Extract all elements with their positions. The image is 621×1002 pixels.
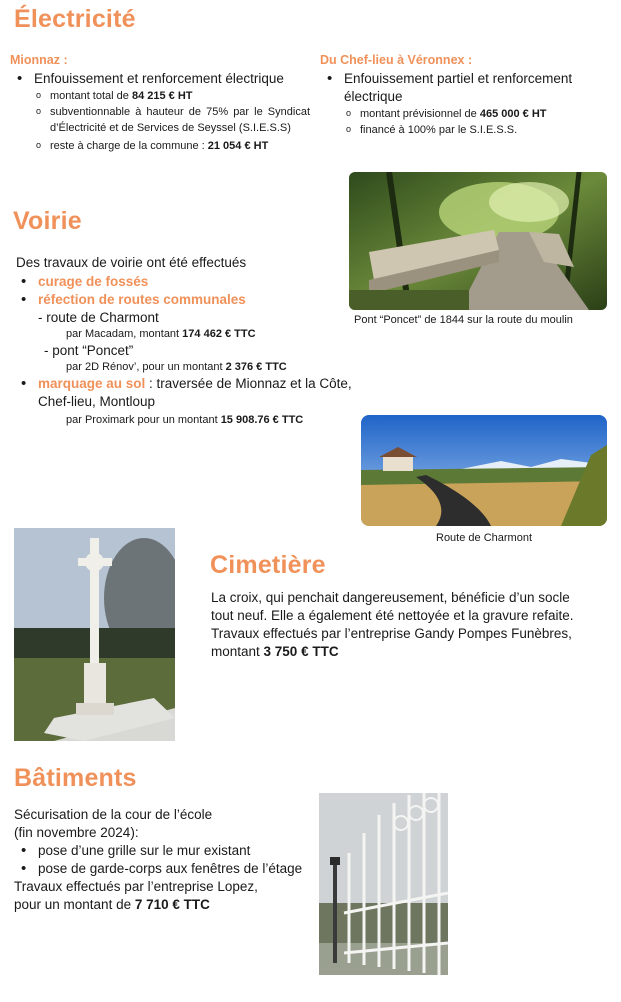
list-item: [14, 291, 374, 309]
batiments-title: Bâtiments: [14, 764, 137, 792]
mionnaz-block: [10, 53, 310, 154]
list-item: [14, 273, 374, 291]
list-item: [10, 70, 310, 88]
route1-amount: 174 462 € TTC: [182, 328, 256, 340]
batiments-text: [14, 806, 304, 914]
batiments-item2: pose de garde-corps aux fenêtres de l’étage: [38, 861, 303, 876]
list-item: [14, 860, 304, 878]
chef-lieu-list: [320, 70, 610, 106]
route2-label: - pont “Poncet”: [44, 343, 134, 358]
route-charmont-photo: [361, 415, 607, 526]
voirie-item-curage: curage de fossés: [38, 274, 149, 289]
voirie-list-block: [14, 273, 374, 428]
mionnaz-sub3-text: reste à charge de la commune :: [50, 140, 208, 152]
mionnaz-item: Enfouissement et renforcement électrique: [34, 71, 284, 86]
marquage-detail: [14, 412, 374, 428]
batiments-line4: [14, 896, 304, 914]
mionnaz-sub1-text: montant total de: [50, 90, 132, 102]
chef-lieu-sub2-text: financé à 100% par le S.I.E.S.S.: [360, 124, 518, 136]
cimetiere-title: Cimetière: [210, 551, 326, 579]
voirie-title: Voirie: [13, 207, 82, 235]
list-item: [340, 122, 610, 138]
batiments-list: [14, 842, 304, 878]
route2-amount: 2 376 € TTC: [225, 361, 287, 373]
cimetiere-p1: La croix, qui penchait dangereusement, bénéficie d’un socle tout neuf. Elle a également été nettoyée et la gravure refaite.: [211, 590, 574, 623]
pont-poncet-caption: Pont “Poncet” de 1844 sur la route du moulin: [354, 314, 573, 326]
mionnaz-list: [10, 70, 310, 88]
chef-lieu-sub1-amount: 465 000 € HT: [479, 108, 547, 120]
ecole-grille-photo: [319, 793, 448, 975]
list-item: [30, 104, 310, 136]
mionnaz-sub3-amount: 21 054 € HT: [207, 140, 269, 152]
voirie-item-marquage-text: : traversée de Mionnaz et la Côte, Chef-lieu, Montloup: [38, 376, 352, 409]
batiments-line2: (fin novembre 2024):: [14, 825, 139, 840]
cimetiere-p2-text: Travaux effectués par l’entreprise Gandy Pompes Funèbres, montant: [211, 626, 572, 659]
cimetiere-text: [211, 589, 591, 661]
voirie-intro: Des travaux de voirie ont été effectués: [16, 255, 247, 270]
list-item: [30, 88, 310, 104]
cimetiere-amount: 3 750 € TTC: [263, 644, 339, 659]
route1-detail-text: par Macadam, montant: [66, 328, 183, 340]
batiments-amount: 7 710 € TTC: [134, 897, 210, 912]
chef-lieu-sublist: [340, 106, 610, 138]
route1-label: - route de Charmont: [38, 310, 159, 325]
marquage-amount: 15 908.76 € TTC: [220, 414, 304, 426]
list-item: [14, 375, 374, 411]
route-charmont-caption: Route de Charmont: [436, 532, 532, 544]
list-item: [14, 842, 304, 860]
batiments-line4-text: pour un montant de: [14, 897, 135, 912]
marquage-detail-text: par Proximark pour un montant: [66, 414, 221, 426]
voirie-list: [14, 273, 374, 309]
cimetiere-p2: [211, 625, 591, 661]
batiments-item1: pose d’une grille sur le mur existant: [38, 843, 251, 858]
list-item: [320, 70, 610, 106]
list-item: [340, 106, 610, 122]
mionnaz-sublist: [30, 88, 310, 154]
chef-lieu-block: [320, 53, 610, 138]
route1-detail: [14, 326, 374, 342]
voirie-item-marquage: marquage au sol: [38, 376, 146, 391]
chef-lieu-sub1-text: montant prévisionnel de: [360, 108, 480, 120]
route2-detail: [14, 359, 374, 375]
voirie-item-refection: réfection de routes communales: [38, 292, 246, 307]
chef-lieu-heading: Du Chef-lieu à Véronnex :: [320, 53, 473, 67]
chef-lieu-item: Enfouissement partiel et renforcement électrique: [344, 71, 573, 104]
mionnaz-sub1-amount: 84 215 € HT: [131, 90, 193, 102]
electricite-title: Électricité: [14, 5, 136, 33]
cimetiere-cross-photo: [14, 528, 175, 741]
batiments-line3: Travaux effectués par l’entreprise Lopez,: [14, 879, 258, 894]
route2-detail-text: par 2D Rénov’, pour un montant: [66, 361, 226, 373]
batiments-line1: Sécurisation de la cour de l’école: [14, 807, 213, 822]
list-item: [30, 138, 310, 154]
pont-poncet-photo: [349, 172, 607, 310]
voirie-list-2: [14, 375, 374, 411]
mionnaz-sub2-text: subventionnable à hauteur de 75% par le Syndicat d’Électricité et de Services de Seyssel (S.I.E.S.S): [50, 106, 310, 134]
mionnaz-heading: Mionnaz :: [10, 53, 68, 67]
